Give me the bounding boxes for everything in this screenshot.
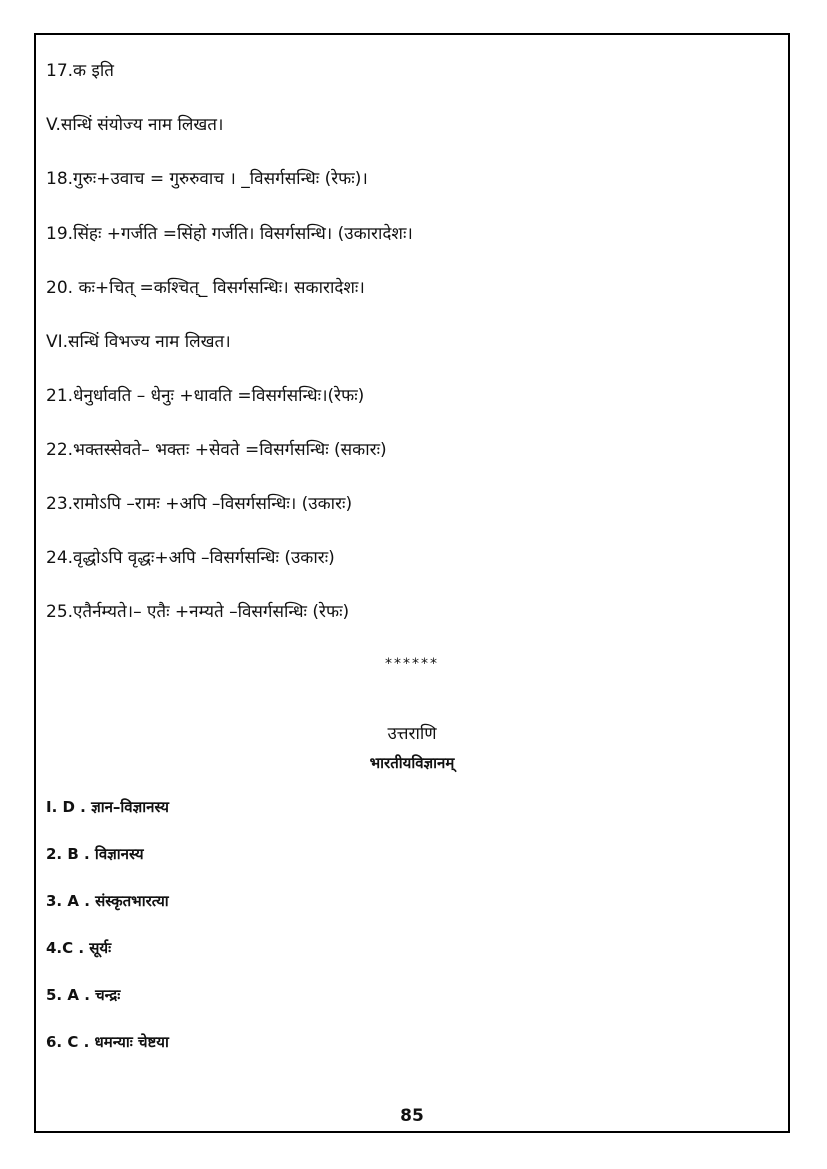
text-line: 24.वृद्धोऽपि वृद्धः+अपि –विसर्गसन्धिः (उकारः) (46, 548, 335, 568)
answer-item: 4.C . सूर्यः (46, 939, 112, 957)
answer-item: 5. A . चन्द्रः (46, 986, 121, 1004)
text-line: 18.गुरुः+उवाच = गुरुरुवाच । _विसर्गसन्धिः (रेफः)। (46, 169, 368, 189)
text-line: 21.धेनुर्धावति – धेनुः +धावति =विसर्गसन्धिः।(रेफः) (46, 386, 365, 406)
text-line: 23.रामोऽपि –रामः +अपि –विसर्गसन्धिः। (उकारः) (46, 494, 353, 514)
text-line: 25.एतैर्नम्यते।– एतैः +नम्यते –विसर्गसन्धिः (रेफः) (46, 602, 350, 622)
text-line: 17.क इति (46, 61, 114, 81)
section-heading-sandhi-join: V.सन्धिं संयोज्य नाम लिखत। (46, 115, 224, 135)
subject-heading: भारतीयविज्ञानम् (369, 754, 455, 772)
page-frame (34, 33, 790, 1133)
answer-item: 2. B . विज्ञानस्य (46, 845, 144, 863)
text-line: 19.सिंहः +गर्जति =सिंहो गर्जति। विसर्गसन्धि। (उकारादेशः। (46, 224, 413, 244)
text-line: 22.भक्तस्सेवते– भक्तः +सेवते =विसर्गसन्धिः (सकारः) (46, 440, 387, 460)
answer-item: 6. C . धमन्याः चेष्टया (46, 1033, 169, 1051)
text-line: 20. कः+चित् =कश्चित्_ विसर्गसन्धिः। सकारादेशः। (46, 278, 365, 298)
separator: ****** (385, 656, 439, 672)
section-heading-sandhi-split: VI.सन्धिं विभज्य नाम लिखत। (46, 332, 231, 352)
answers-heading: उत्तराणि (387, 724, 437, 744)
answer-item: 3. A . संस्कृतभारत्या (46, 892, 169, 910)
page-number: 85 (400, 1106, 424, 1126)
answer-item: I. D . ज्ञान–विज्ञानस्य (46, 798, 170, 816)
